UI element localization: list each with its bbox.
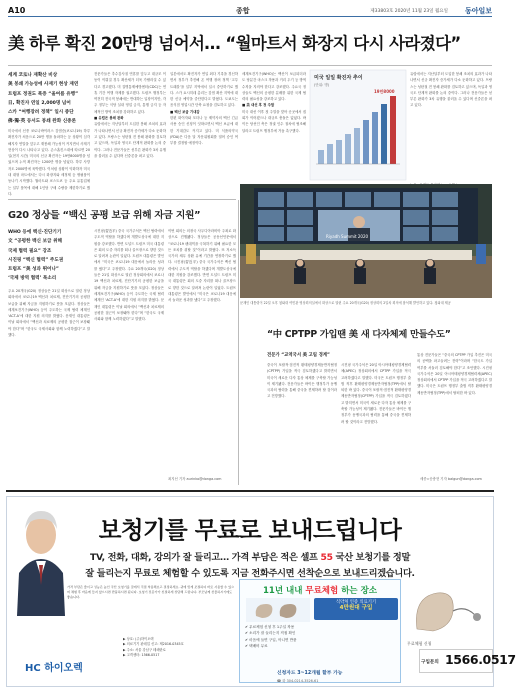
- ad-divider: [6, 490, 494, 492]
- hearing-aid-product-image: [246, 598, 310, 622]
- article1-col4: [242, 71, 306, 181]
- cptpp-col1: [267, 362, 337, 482]
- heading-text: 하는 장소: [338, 586, 377, 596]
- ad-tagline-text: 국산 보청기를 정말: [332, 552, 411, 563]
- page-number: A10: [8, 6, 26, 15]
- section-name: 종합: [236, 7, 250, 15]
- g20-headline: G20 정상들 “백신 공평 보급 위해 자금 지원”: [8, 210, 201, 221]
- cptpp-subhead: 전문가 “교역국서 美 고립 경계”: [267, 353, 330, 358]
- subhead-item: 트럼프 “美 성과 뛰어나”: [8, 267, 59, 273]
- ad-badge: [314, 598, 398, 620]
- ad-tagline-2: 잘 들리는지 무료로 체험할 수 있도록 지금 전화주시면 선착순으로 보내드리겠습니다.: [85, 568, 415, 579]
- article1-col3: [170, 71, 238, 195]
- section-divider: [8, 199, 236, 200]
- ad-company-info: [123, 637, 243, 658]
- masthead: [8, 5, 492, 17]
- ad-free-trial-heading: [240, 584, 400, 596]
- body-text: 미국에서 신종 코로나바이러스 감염증(코로나19) 하루 확진자가 처음으로 20만 명을 돌파하는 등 상황이 심각해지자 연말을 앞두고 재봉쇄 가능성이 커지면서 사재기 현상이 다시 나타나고 있다. 존스홉킨스대에 따르면 20일(현지 시간) 미국의 신규 확진자는 19만8000명을 넘었으며 누적 확진자는 1200만 명을 넘었다. 하루 사망자도 2000명에 육박했다. 이처럼 상황이 악화하자 미국 내 대형 마트에서는 다시 화장지와 세정제 등 생필품이 동나기 시작했다. 월마트와 코스트코 등 주요 유통업체는 일부 품목에 대해 1인당 구매 수량을 제한하기로 했다.: [8, 129, 90, 196]
- subhead-item: ‘국제 방역 협력’ 목소리: [8, 276, 57, 282]
- ad-phone-number[interactable]: 1566.0517: [445, 652, 516, 667]
- benefit-item: ✔ 마음에 들면 구입, 아니면 반품: [245, 637, 297, 642]
- headline-divider: [8, 65, 492, 66]
- ad-benefit-list: [245, 624, 395, 650]
- column-divider: [238, 200, 239, 485]
- body-text: 이번 회의는 의장국 사우디아라비아 주최로 화상으로 진행됐다. 정상들은 공동선언문에서 “코로나19 팬데믹을 극복하기 위해 필요한 모든 조치를 취할 것”이라고 밝혔다. 또 저소득 국가의 채무 상환 유예 기간을 연장하기로 했다.: [168, 229, 236, 265]
- section-subhead: ■ 美 대선 후 첫 주말: [242, 103, 275, 108]
- ad-company-line: ▶ 고객센터: 1566-0517: [123, 652, 160, 657]
- article1-col1: [8, 128, 90, 194]
- body-text: 세계보건기구(WHO)는 백신이 보급되더라도 당분간 마스크 착용과 거리 두기 등 방역 수칙을 지켜야 한다고 강조했다. 주요국 정상들도 백신의 공평한 분배를 위한 국제 협력의 필요성을 강조하고 있다.: [242, 72, 306, 102]
- ad-tagline-1: [7, 549, 493, 563]
- infographic-unit: (단위: 명): [314, 83, 330, 87]
- g20-byline: 최지선 기자 aurinko@donga.com: [168, 477, 222, 481]
- main-headline: 美 하루 확진 20만명 넘어서… “월마트서 화장지 다시 사라졌다”: [8, 34, 461, 53]
- body-text: 시진핑(習近平) 중국 국가주석은 백신 협력에서 주도적 역할을 하겠다며 개발도상국에 대한 지원을 강조했다. 반면 도널드 트럼프 미국 대통령은 회의 도중 자리를 떠나 골프장으로 향한 것으로 알려져 논란이 일었다. 트럼프 대통령은 발언에서 “미국은 코로나19 대응에서 놀라운 성과를 냈다”고 주장했다.: [94, 229, 164, 271]
- body-text: 시진핑 국가주석은 20일 아시아태평양경제협력체(APEC) 정상회의에서 CPTPP 가입을 적극 고려하겠다고 말했다. 미국은 트럼프 행정부 출범 직후 환태평양경제동반자협정(TPP)에서 탈퇴한 바 있다.: [341, 363, 411, 393]
- hearing-aid-ad[interactable]: [6, 496, 516, 687]
- hearing-aid-device-image: [403, 579, 489, 643]
- subhead-item: 美 봉쇄 가능성에 사재기 현상 재연: [8, 82, 79, 88]
- body-text: 중국이 포괄적·점진적 환태평양경제동반자협정(CPTPP) 가입을 적극 검토하겠다고 밝히면서 미국이 새로운 다자 통상 체제를 구축할 가능성이 제기됐다. 전문가들은 바이든 행정부가 동맹국과의 협력을 통해 중국을 견제하려 할 것이라고 전망했다.: [267, 363, 337, 399]
- body-text: 주요 20개국(G20) 정상들은 21일 화상으로 열린 정상회의에서 코로나19 백신과 치료제, 진단기기의 공평한 보급을 위해 자금을 지원하기로 뜻을 모았다. 정상들은 세계보건기구(WHO) 등이 주도하는 국제 협력 체계인 ‘ACT-A’에 대한 지원 의지를 밝혔다. 문재인 대통령은 이날 회의에서 “백신과 치료제의 공평한 접근이 보장돼야 한다”며 “한국도 국제사회와 함께 노력하겠다”고 말했다.: [8, 289, 90, 338]
- body-text: 주요 20개국(G20) 정상들은 21일 화상으로 열린 정상회의에서 코로나19 백신과 치료제, 진단기기의 공평한 보급을 위해 자금을 지원하기로 뜻을 모았다. 정상들은 세계보건기구(WHO) 등이 주도하는 국제 협력 체계인 ‘ACT-A’에 대한 지원 의지를 밝혔다. 문재인 대통령은 이날 회의에서 “백신과 치료제의 공평한 접근이 보장돼야 한다”며 “한국도 국제사회와 함께 노력하겠다”고 말했다.: [94, 266, 164, 322]
- benefit-item: ✔ 택배비 무료: [245, 644, 268, 649]
- infographic-title: 미국 일일 확진자 추이: [314, 75, 363, 81]
- body-text: 한편 화이자와 모더나 등 제약사의 백신 긴급사용 승인 신청이 잇따르면서 백신 보급에 대한 기대감도 커지고 있다. 미 식품의약국(FDA)은 다음 달 자문위원회를 열어 승인 여부를 결정할 예정이다.: [170, 116, 238, 146]
- ad-alt-phone: ☎ 화 304-0214-3526-61: [277, 679, 319, 683]
- ad-title: 보청기를 무료로 보내드립니다: [98, 516, 402, 544]
- subhead-item: 세계 코로나 재확산 비상: [8, 73, 58, 78]
- cptpp-byline: 세종=송충현 기자 balgun@donga.com: [420, 477, 482, 481]
- heading-text: 11년 내내: [262, 586, 306, 596]
- body-text: 전문가들은 추수감사절 연휴를 앞두고 대규모 이동이 이뤄질 경우 확산세가 더욱 가팔라질 수 있다고 경고했다. 미 질병통제예방센터(CDC)는 연휴 기간 여행 자제를 권고했다. 트럼프 행정부는 여전히 전국적 봉쇄에는 반대하는 입장이지만, 각 주 정부는 식당 실내 영업 금지, 통행 금지 등 자체적인 방역 조치를 강화하고 있다.: [94, 72, 166, 114]
- photo-caption: 문재인 대통령이 22일 오후 청와대 여민관 영상회의실에서 화상으로 열린 주요 20개국(G20) 정상회의 2일차 회의에 참석해 발언하고 있다. 청와대 제공: [240, 301, 451, 305]
- section-subhead: ■ 백신 보급 기대감: [170, 109, 200, 114]
- cptpp-col3: [417, 352, 492, 474]
- cptpp-col2: [341, 362, 411, 482]
- badge-price: 4만원대 구입: [339, 604, 373, 611]
- g20-subheads: [8, 228, 90, 284]
- subhead-item: WHO 등에 백신·진단기기: [8, 230, 62, 235]
- headline-subheads: [8, 71, 90, 127]
- ad-tagline-text: TV, 전화, 대화, 강의가 잘 들리고… 가격 부담은 적은 셀프: [89, 552, 321, 563]
- subhead-item: 스카 “여행장려 정책” 일시 중단: [8, 110, 74, 116]
- body-text: 유럽에서는 지난달부터 도입한 봉쇄 조치의 효과가 나타나면서 신규 확진자 증가세가 다소 둔화하고 있다. 프랑스는 성탄절 전 봉쇄 완화를 검토하고 있으며, 독일과 영국도 단계적 완화를 논의 중이다. 그러나 전문가들은 섣부른 완화가 3차 유행을 불러올 수 있다며 신중론을 펴고 있다.: [94, 122, 166, 158]
- article1-col2: [94, 71, 166, 195]
- ad-company-logo: HC 하이오렉: [25, 663, 83, 674]
- ad-company-line: ▶ 주소: 서울 강남구 테헤란로: [123, 647, 166, 652]
- article1-col5: [410, 71, 492, 179]
- body-text: 통상 전문가들은 “중국의 CPTPP 가입 추진은 미국의 공백을 파고들려는 전략”이라며 “한국도 가입 여부를 서둘러 검토해야 한다”고 조언했다.: [417, 353, 492, 370]
- g20-col1: [8, 288, 90, 480]
- badge-text: 식약처 인증 의료기기: [335, 600, 377, 605]
- ad-tagline-highlight: 55: [320, 552, 333, 563]
- infographic-peak-label: 19만8000: [374, 89, 395, 94]
- heading-highlight: 무료체험: [305, 586, 339, 596]
- ad-company-line: ▶ 상호: (주)하이오렉: [123, 637, 154, 641]
- section-subhead: ■ 유럽은 봉쇄 완화: [94, 116, 124, 121]
- g20-col2: [94, 228, 164, 480]
- subhead-item: 국제 협력 필요” 강조: [8, 248, 52, 254]
- infographic: [310, 70, 406, 180]
- ad-free-trial-box[interactable]: [239, 579, 401, 683]
- body-text: 일본에서도 확진자가 연일 최다 기록을 경신하면서 정부가 추진해 온 여행 장려 정책 ‘고투 트래블’을 일부 지역에서 일시 중단하기로 했다. 스가 요시히데 총리는 감염 확산 지역에 대한 신규 예약을 중단한다고 밝혔다. 도쿄도는 음식점 영업시간 단축 요청을 검토하고 있다.: [170, 72, 238, 108]
- ad-body-text: 가격 부담은 줄이고 성능은 높인 국산 보청기를 집에서 직접 착용해보고 결정하세요. 귀에 맞게 조절하여 바로 사용할 수 있으며 체험 후 마음에 들지 않으시면 반품하시면 됩니다. 보청기 전문가가 친절하게 상담해 드립니다. 부모님께 선물하시기에도 좋습니다.: [67, 585, 235, 599]
- subhead-item: 佛·獨·英 등서도 봉쇄 완화 신중론: [8, 119, 77, 125]
- ad-apply-tag: 무료체험 신청: [407, 641, 432, 646]
- ad-phone-label: 구입문의: [421, 660, 439, 665]
- benefit-item: ✔ 소리가 잘 들리는지 직접 확인: [245, 631, 296, 636]
- subhead-item: 시진핑 “백신 협력” 주도권: [8, 257, 64, 263]
- photo-banner: Riyadh Summit 2020: [326, 234, 369, 239]
- ad-company-line: ▶ 의료기기 판매업 신고: 제2016-0345호: [123, 642, 184, 647]
- cptpp-headline: “中 CPTPP 가입땐 美 새 다자체제 만들수도”: [267, 329, 451, 340]
- body-text: 미국 대선 이후 첫 주말을 맞아 곳곳에서 집회가 이어졌으나 대규모 충돌은 없었다. 바이든 당선인 측은 정권 인수 절차에 협조해 달라고 트럼프 행정부에 거듭 촉구했다.: [242, 109, 306, 133]
- body-text: 중국이 포괄적·점진적 환태평양경제동반자협정(CPTPP) 가입을 적극 검토하겠다고 밝히면서 미국이 새로운 다자 통상 체제를 구축할 가능성이 제기됐다. 전문가들은 바이든 행정부가 동맹국과의 협력을 통해 중국을 견제하려 할 것이라고 전망했다.: [341, 388, 411, 424]
- subhead-item: 트럼프 정권도 폭증 “올여름 유행”: [8, 91, 79, 97]
- benefit-item: ✔ 무료체험 신청 후 1주일 착용: [245, 625, 295, 629]
- subhead-item: 文 “공평한 백신 보급 위해: [8, 239, 62, 245]
- subhead-item: 日, 확진자 연일 2,000명 넘어: [8, 100, 71, 106]
- body-text: 유럽에서는 지난달부터 도입한 봉쇄 조치의 효과가 나타나면서 신규 확진자 증가세가 다소 둔화하고 있다. 프랑스는 성탄절 전 봉쇄 완화를 검토하고 있으며, 독일과 영국도 단계적 완화를 논의 중이다. 그러나 전문가들은 섣부른 완화가 3차 유행을 불러올 수 있다며 신중론을 펴고 있다.: [410, 72, 492, 108]
- body-text: 시진핑(習近平) 중국 국가주석은 백신 협력에서 주도적 역할을 하겠다며 개발도상국에 대한 지원을 강조했다. 반면 도널드 트럼프 미국 대통령은 회의 도중 자리를 떠나 골프장으로 향한 것으로 알려져 논란이 일었다. 트럼프 대통령은 발언에서 “미국은 코로나19 대응에서 놀라운 성과를 냈다”고 주장했다.: [168, 260, 237, 303]
- edition-info: 제33803호 2020년 11월 23일 월요일: [370, 9, 448, 14]
- g20-col3: [168, 228, 236, 474]
- body-text: 시진핑 국가주석은 20일 아시아태평양경제협력체(APEC) 정상회의에서 CPTPP 가입을 적극 고려하겠다고 말했다. 미국은 트럼프 행정부 출범 직후 환태평양경제동반자협정(TPP)에서 탈퇴한 바 있다.: [417, 365, 493, 395]
- paper-name: 동아일보: [464, 7, 492, 15]
- g20-photo: [240, 184, 492, 298]
- ad-installment-info: 신청자드 3~12개월 할부 가능: [277, 671, 343, 676]
